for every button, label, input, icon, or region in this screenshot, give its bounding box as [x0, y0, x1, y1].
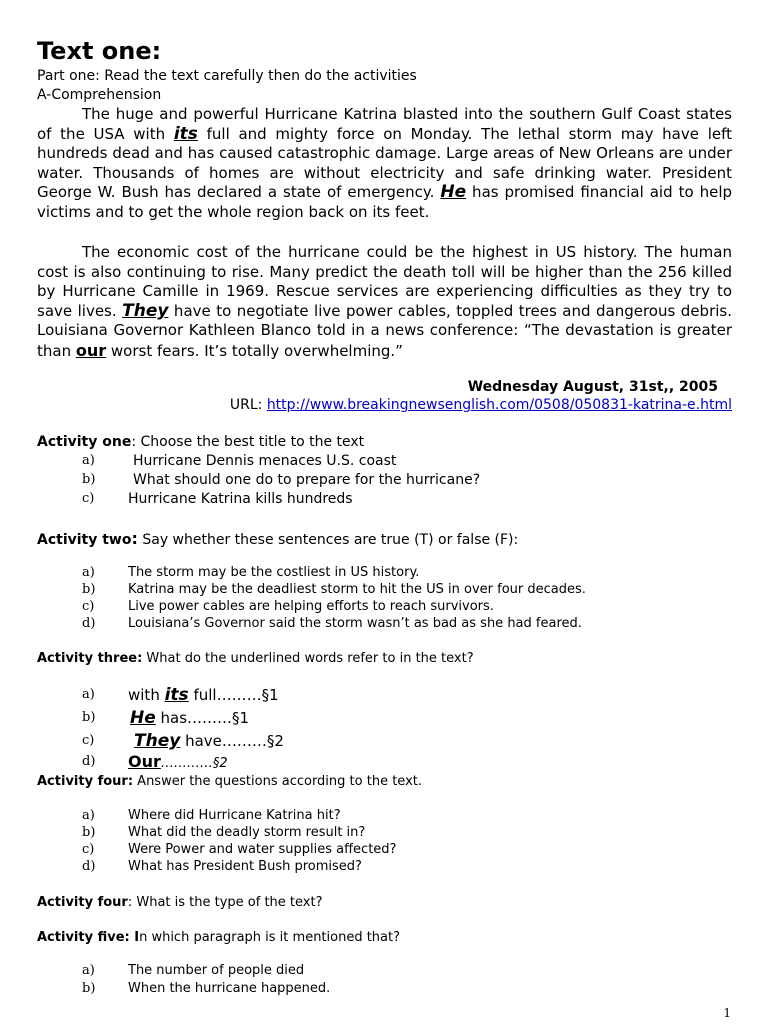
item-prefix: with [128, 686, 165, 704]
article-date: Wednesday August, 31st,, 2005 [467, 379, 718, 395]
activity-four-label: Activity four: [37, 774, 134, 789]
reference-word-he: He [130, 708, 156, 728]
paragraph-1-text-a: The huge and powerful Hurricane Katrina blasted into the southern Gulf Coast states of the USA with [37, 105, 732, 143]
item-text: The storm may be the costliest in US history. [128, 565, 420, 580]
item-text: Hurricane Dennis menaces U.S. coast [133, 453, 397, 469]
item-label: a) [82, 963, 95, 978]
item-label: a) [82, 565, 95, 580]
item-text: Where did Hurricane Katrina hit? [128, 808, 341, 823]
item-text: Were Power and water supplies affected? [128, 842, 397, 857]
activity-two-instruction: Say whether these sentences are true (T) or false (F): [142, 532, 519, 548]
activity-four-b-heading [37, 894, 323, 912]
activity-one-label: Activity one [37, 434, 132, 450]
item-suffix: has………§1 [155, 709, 250, 727]
item-suffix: …………§2 [160, 756, 228, 771]
item-label: b) [82, 710, 96, 725]
item-text: Hurricane Katrina kills hundreds [128, 491, 353, 507]
activity-three-heading [37, 650, 474, 668]
item-text: What did the deadly storm result in? [128, 825, 366, 840]
item-label: d) [82, 616, 96, 631]
activity-two-colon: : [131, 529, 138, 548]
paragraph-2-text-b: have to negotiate live power cables, toppled trees and dangerous debris. Louisiana Governor Kathleen Blanco told in a news conference: “The devastation is greater than [37, 301, 732, 360]
source-url-link[interactable]: http://www.breakingnewsenglish.com/0508/050831-katrina-e.html [266, 397, 732, 413]
activity-two-label: Activity two [37, 532, 132, 548]
url-label: URL: [229, 397, 267, 413]
item-label: c) [82, 491, 95, 506]
item-label: b) [82, 981, 96, 996]
section-heading: A-Comprehension [37, 87, 162, 103]
reference-word-our: Our [128, 752, 161, 771]
activity-five-label: Activity five: I [37, 930, 140, 945]
activity-one-instruction: : Choose the best title to the text [131, 434, 365, 450]
activity-four-b-label: Activity four [37, 895, 128, 910]
item-text: Live power cables are helping efforts to reach survivors. [128, 599, 494, 614]
item-label: b) [82, 582, 96, 597]
activity-two-heading [37, 530, 518, 549]
paragraph-1-text-c: has promised financial aid to help victims and to get the whole region back on its feet. [37, 183, 733, 221]
paragraph-1 [37, 105, 732, 223]
reference-word-he: He [440, 182, 467, 203]
item-label: a) [82, 808, 95, 823]
item-label: c) [82, 599, 95, 614]
item-suffix: full………§1 [188, 686, 279, 704]
paragraph-2 [37, 243, 732, 362]
item-label: a) [82, 453, 95, 468]
page-number: 1 [723, 1006, 731, 1020]
reference-word-they: They [134, 731, 181, 751]
reference-word-its: its [164, 685, 189, 705]
item-text: When the hurricane happened. [128, 981, 331, 996]
source-url-line [230, 396, 732, 414]
item-text: Louisiana’s Governor said the storm wasn’t as bad as she had feared. [128, 616, 582, 631]
part-one-instruction: Part one: Read the text carefully then do the activities [37, 68, 417, 84]
item-text [128, 686, 279, 704]
activity-four-heading [37, 773, 422, 791]
item-label: c) [82, 842, 95, 857]
item-text: The number of people died [128, 963, 305, 978]
item-label: c) [82, 733, 95, 748]
item-text [130, 709, 249, 727]
item-label: d) [82, 859, 96, 874]
item-text: Katrina may be the deadliest storm to hit the US in over four decades. [128, 582, 586, 597]
reference-word-its: its [173, 123, 198, 144]
item-label: b) [82, 472, 96, 487]
activity-five-heading [37, 929, 400, 947]
item-text: What has President Bush promised? [128, 859, 362, 874]
paragraph-2-text-a: The economic cost of the hurricane could be the highest in US history. The human cost is also continuing to rise. Many predict the death toll will be higher than the 256 killed by Hurricane Camille in 1969. Rescue services are experiencing difficulties as they try to save lives. [37, 243, 732, 320]
activity-four-b-instruction: : What is the type of the text? [127, 895, 323, 910]
item-suffix: have………§2 [180, 732, 284, 750]
paragraph-1-text-b: full and mighty force on Monday. The lethal storm may have left hundreds dead and has caused catastrophic damage. Large areas of New Orleans are under water. Thousands of homes are without electricity and safe drinking water. President George W. Bush has declared a state of emergency. [37, 124, 732, 202]
reference-word-they: They [122, 300, 169, 321]
item-label: a) [82, 687, 95, 702]
item-label: d) [82, 754, 96, 769]
item-text [128, 753, 228, 773]
reference-word-our: our [75, 340, 107, 360]
item-label: b) [82, 825, 96, 840]
item-text [134, 732, 284, 750]
activity-one-heading [37, 433, 364, 451]
page-title: Text one: [37, 37, 162, 65]
activity-five-instruction: n which paragraph is it mentioned that? [139, 930, 401, 945]
activity-three-label: Activity three: [37, 651, 143, 666]
item-text: What should one do to prepare for the hurricane? [133, 472, 481, 488]
paragraph-2-text-c: worst fears. It’s totally overwhelming.” [106, 341, 403, 360]
activity-four-instruction: Answer the questions according to the text. [133, 774, 422, 789]
activity-three-instruction: What do the underlined words refer to in the text? [142, 651, 474, 666]
